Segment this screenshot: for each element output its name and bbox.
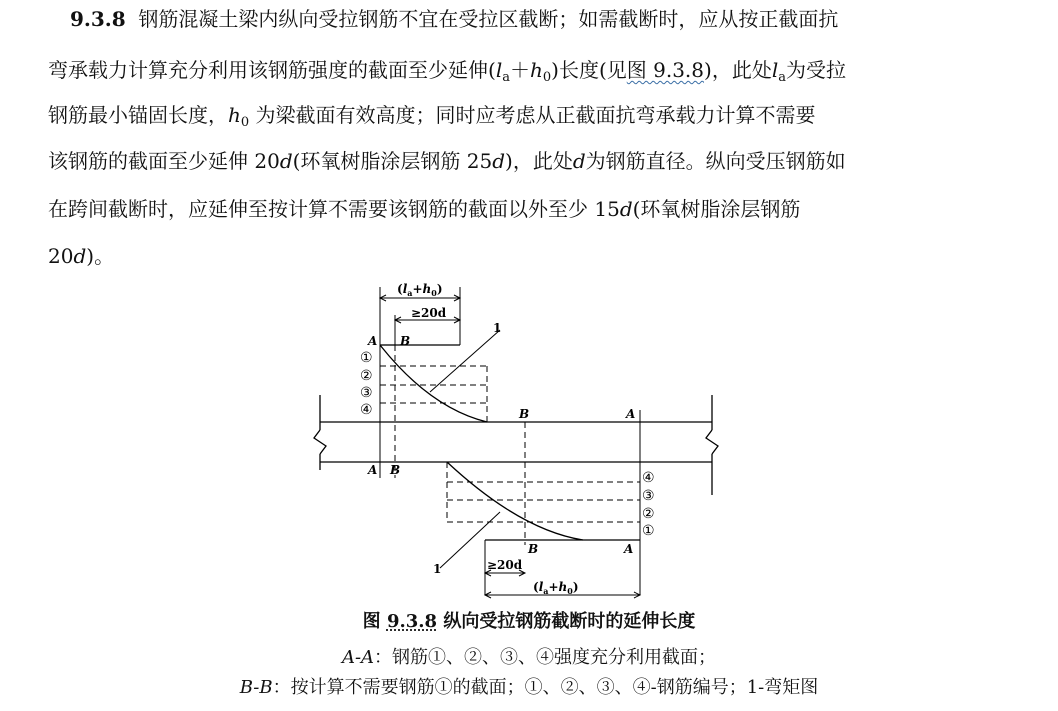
label-moment-diagram-top: 1: [493, 321, 502, 335]
break-mark-right: [706, 430, 718, 454]
symbol-d: d: [492, 149, 506, 173]
note-label: B-B: [239, 677, 273, 698]
rebar-number-4: ④: [642, 470, 655, 486]
para-text: )长度(见: [551, 58, 627, 82]
para-text: 钢筋最小锚固长度，: [48, 103, 228, 127]
para-text: )，此处: [704, 58, 772, 82]
symbol-d: d: [73, 244, 87, 268]
subscript: 0: [240, 115, 250, 130]
label-b: B: [528, 542, 539, 556]
dim-label-20d-bottom: ≥20d: [487, 558, 523, 572]
symbol-h: h: [529, 58, 543, 82]
rebar-number-3: ③: [642, 488, 655, 504]
leader-line-1-top: [430, 330, 500, 392]
symbol-l: l: [495, 58, 503, 82]
note-label: A-A: [341, 647, 375, 668]
label-a: A: [368, 334, 378, 348]
symbol-l: l: [771, 58, 779, 82]
rebar-number-1: ①: [642, 523, 655, 539]
moment-curve-bottom: [447, 462, 583, 540]
symbol-d: d: [619, 197, 633, 221]
label-b: B: [390, 463, 401, 477]
para-text: 弯承载力计算充分利用该钢筋强度的截面至少延伸(: [48, 58, 496, 82]
label-b: B: [400, 334, 411, 348]
dim-label-top: $(l_a+h_0)$: [397, 282, 443, 298]
label-a: A: [626, 407, 636, 421]
symbol-d: d: [572, 149, 586, 173]
rebar-number-2: ②: [642, 506, 655, 522]
para-text: 为钢筋直径。纵向受压钢筋如: [585, 149, 846, 173]
figure-number: 9.3.8: [386, 611, 438, 632]
para-text: )，此处: [505, 149, 573, 173]
para-text: 为受拉: [786, 58, 846, 82]
rebar-number-4: ④: [360, 402, 373, 418]
rebar-number-2: ②: [360, 368, 373, 384]
para-text: (环氧树脂涂层钢筋 25: [292, 149, 493, 173]
label-a: A: [368, 463, 378, 477]
rebar-number-1: ①: [360, 350, 373, 366]
subscript: a: [502, 70, 510, 85]
section-number: 9.3.8: [70, 7, 126, 31]
para-text: 钢筋混凝土梁内纵向受拉钢筋不宜在受拉区截断；如需截断时，应从按正截面抗: [138, 7, 839, 31]
moment-curve-top: [380, 345, 487, 422]
para-text: 该钢筋的截面至少延伸 20: [48, 149, 280, 173]
subscript: 0: [542, 70, 552, 85]
subscript: a: [778, 70, 786, 85]
para-text: ＋: [509, 58, 530, 82]
para-text: (环氧树脂涂层钢筋: [632, 197, 801, 221]
note-text: ：钢筋①、②、③、④强度充分利用截面；: [374, 647, 717, 668]
figure-note-a-a: [0, 643, 1058, 669]
note-text: ：按计算不需要钢筋①的截面；①、②、③、④-钢筋编号；1-弯矩图: [272, 677, 819, 698]
label-moment-diagram-bottom: 1: [433, 562, 442, 576]
symbol-d: d: [279, 149, 293, 173]
label-a: A: [624, 542, 634, 556]
dim-label-bottom: $(l_a+h_0)$: [533, 580, 579, 596]
para-text: )。: [86, 244, 115, 268]
para-text: 在跨间截断时，应延伸至按计算不需要该钢筋的截面以外至少 15: [48, 197, 620, 221]
break-mark-left: [314, 430, 326, 454]
symbol-h: h: [228, 103, 241, 127]
rebar-number-3: ③: [360, 385, 373, 401]
figure-note-b-b: [0, 673, 1058, 699]
caption-text: 图: [362, 611, 387, 632]
para-text: 20: [48, 244, 74, 268]
figure-title: [0, 607, 1058, 633]
dim-label-20d-top: ≥20d: [411, 306, 447, 320]
label-b: B: [519, 407, 530, 421]
figure-reference-link[interactable]: 图 9.3.8: [626, 58, 705, 82]
para-text: 为梁截面有效高度；同时应考虑从正截面抗弯承载力计算不需要: [249, 103, 816, 127]
caption-text: 纵向受拉钢筋截断时的延伸长度: [437, 611, 696, 632]
